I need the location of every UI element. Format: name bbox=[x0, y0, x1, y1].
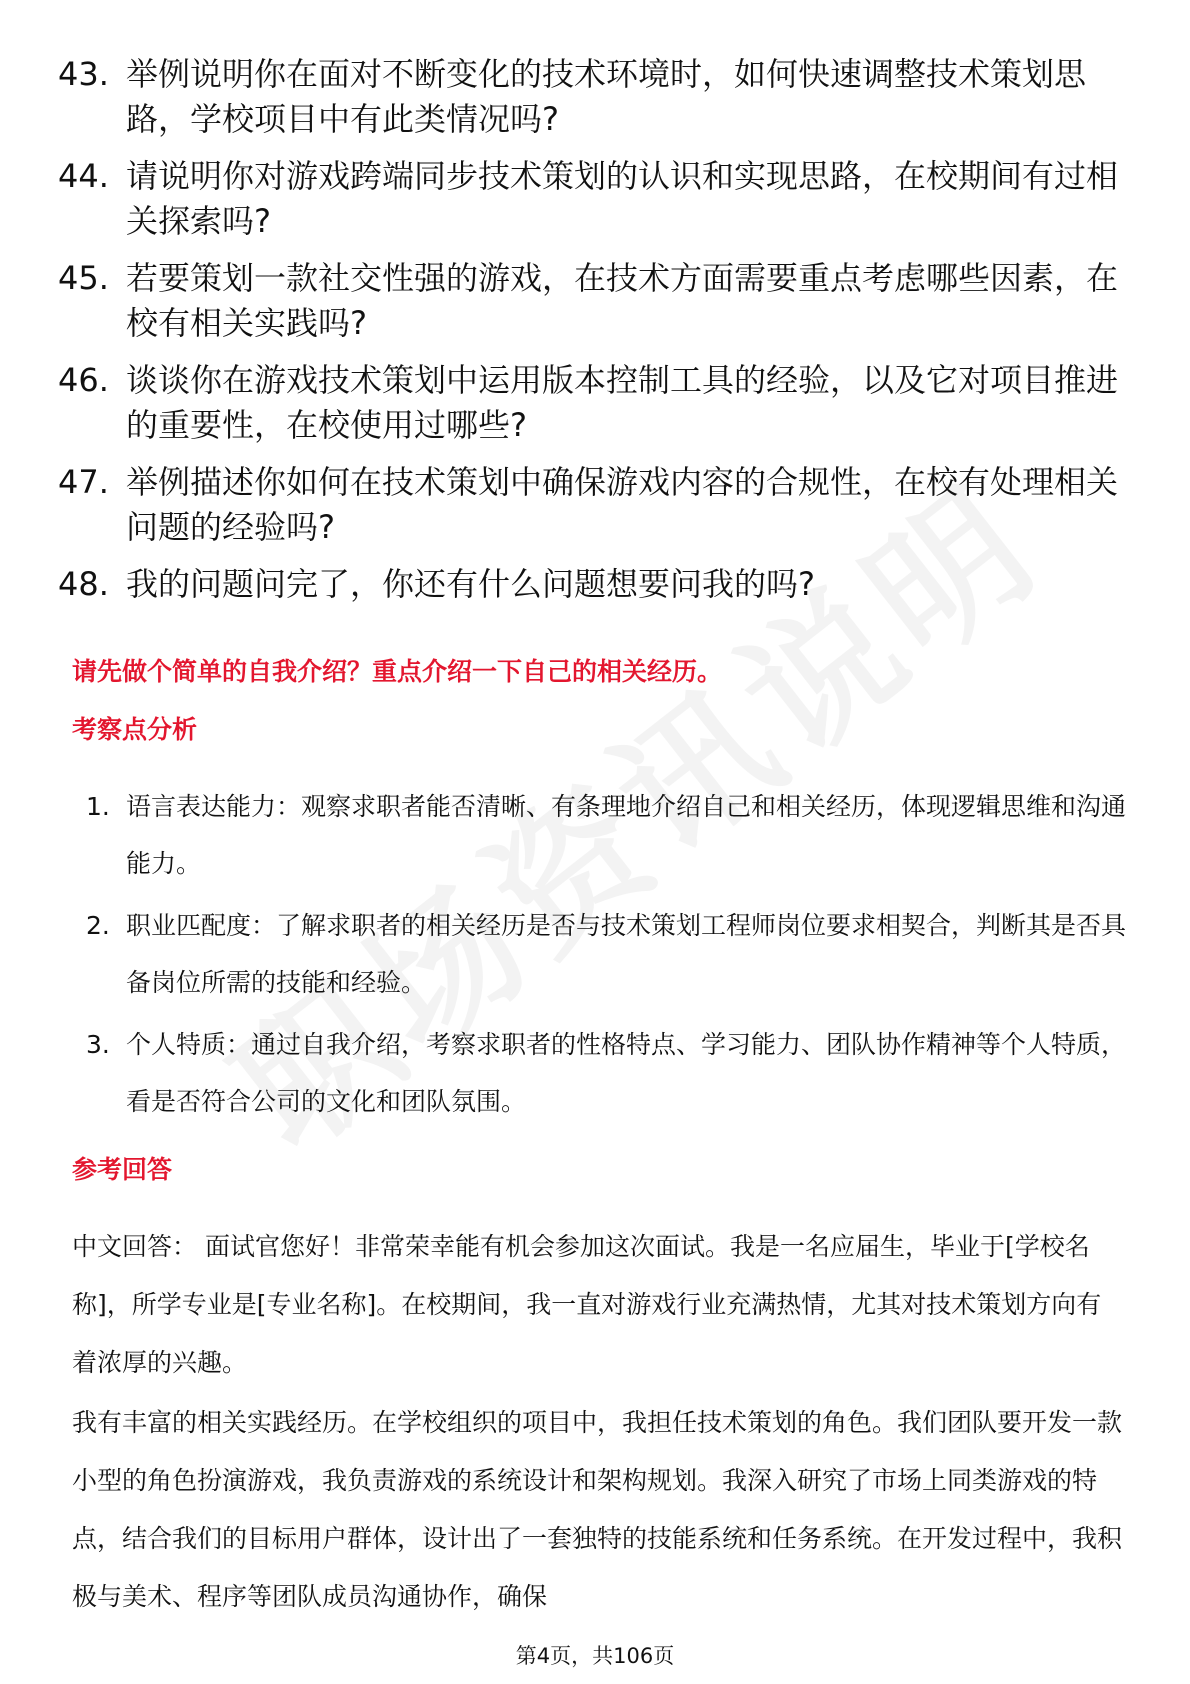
question-number: 46. bbox=[58, 361, 109, 399]
analysis-number: 1. bbox=[86, 792, 110, 821]
question-text: 我的问题问完了，你还有什么问题想要问我的吗? bbox=[126, 565, 815, 603]
question-item bbox=[58, 460, 1128, 550]
analysis-item bbox=[86, 778, 1126, 892]
analysis-item bbox=[86, 897, 1126, 1011]
question-number: 44. bbox=[58, 157, 109, 195]
analysis-list bbox=[86, 778, 1126, 1135]
question-number: 45. bbox=[58, 259, 109, 297]
question-number: 43. bbox=[58, 55, 109, 93]
page-footer: 第4页，共106页 bbox=[515, 1644, 675, 1668]
analysis-number: 3. bbox=[86, 1030, 110, 1059]
question-item bbox=[58, 256, 1128, 346]
analysis-text: 职业匹配度：了解求职者的相关经历是否与技术策划工程师岗位要求相契合，判断其是否具备岗位所需的技能和经验。 bbox=[126, 911, 1127, 997]
analysis-heading: 考察点分析 bbox=[72, 715, 198, 744]
analysis-number: 2. bbox=[86, 911, 110, 940]
analysis-text: 个人特质：通过自我介绍，考察求职者的性格特点、学习能力、团队协作精神等个人特质，看是否符合公司的文化和团队氛围。 bbox=[126, 1030, 1127, 1116]
answer-heading: 参考回答 bbox=[72, 1155, 173, 1184]
question-text: 举例说明你在面对不断变化的技术环境时，如何快速调整技术策划思路，学校项目中有此类情况吗? bbox=[126, 55, 1087, 138]
question-title: 请先做个简单的自我介绍？重点介绍一下自己的相关经历。 bbox=[72, 657, 723, 686]
question-item bbox=[58, 52, 1128, 142]
question-list bbox=[58, 52, 1128, 619]
question-number: 47. bbox=[58, 463, 109, 501]
question-item bbox=[58, 154, 1128, 244]
question-text: 举例描述你如何在技术策划中确保游戏内容的合规性，在校有处理相关问题的经验吗? bbox=[126, 463, 1119, 546]
question-text: 若要策划一款社交性强的游戏，在技术方面需要重点考虑哪些因素，在校有相关实践吗? bbox=[126, 259, 1119, 342]
answer-paragraph: 中文回答： 面试官您好！非常荣幸能有机会参加这次面试。我是一名应届生，毕业于[学校名称]，所学专业是[专业名称]。在校期间，我一直对游戏行业充满热情，尤其对技术策划方向有着浓厚的兴趣。 bbox=[72, 1232, 1102, 1377]
question-item bbox=[58, 358, 1128, 448]
answer-paragraph: 我有丰富的相关实践经历。在学校组织的项目中，我担任技术策划的角色。我们团队要开发一款小型的角色扮演游戏，我负责游戏的系统设计和架构规划。我深入研究了市场上同类游戏的特点，结合我们的目标用户群体，设计出了一套独特的技能系统和任务系统。在开发过程中，我积极与美术、程序等团队成员沟通协作，确保 bbox=[72, 1408, 1123, 1611]
question-text: 谈谈你在游戏技术策划中运用版本控制工具的经验，以及它对项目推进的重要性，在校使用过哪些? bbox=[126, 361, 1119, 444]
question-number: 48. bbox=[58, 565, 109, 603]
analysis-text: 语言表达能力：观察求职者能否清晰、有条理地介绍自己和相关经历，体现逻辑思维和沟通能力。 bbox=[126, 792, 1127, 878]
question-text: 请说明你对游戏跨端同步技术策划的认识和实现思路，在校期间有过相关探索吗? bbox=[126, 157, 1119, 240]
question-item bbox=[58, 562, 1128, 607]
analysis-item bbox=[86, 1016, 1126, 1130]
